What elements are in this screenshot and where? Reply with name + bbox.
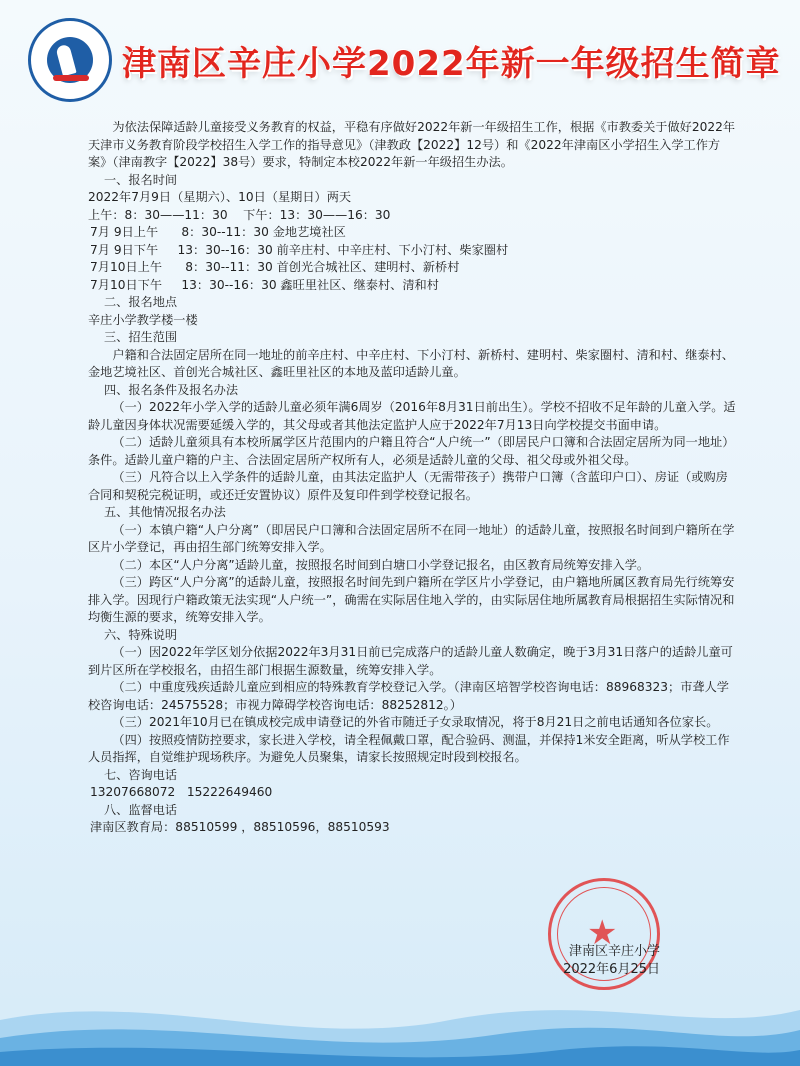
section-heading-5: 五、其他情况报名办法 bbox=[104, 505, 226, 519]
registration-place: 辛庄小学教学楼一楼 bbox=[88, 312, 198, 327]
special-paragraph: （三）2021年10月已在镇成校完成申请登记的外省市随迁子女录取情况，将于8月21日之前电话通知各位家长。 bbox=[112, 715, 719, 729]
signature-block bbox=[520, 943, 660, 979]
condition-paragraph: （一）2022年小学入学的适龄儿童必须年满6周岁（2016年8月31日前出生）。学校不招收不足年龄的儿童入学。适龄儿童因身体状况需要延缓入学的，其父母或者其他法定监护人应于2022年7月13日向学校提交书面申请。 bbox=[88, 400, 736, 432]
page-title: 津南区辛庄小学2022年新一年级招生简章 bbox=[122, 44, 781, 84]
condition-paragraph: （二）适龄儿童须具有本校所属学区片范围内的户籍且符合“人户统一”（即居民户口簿和合法固定居所为同一地址）条件。适龄儿童户籍的户主、合法固定居所产权所有人，必须是适龄儿童的父母、祖父母或外祖父母。 bbox=[88, 435, 735, 467]
signature-date: 2022年6月25日 bbox=[563, 962, 660, 977]
registration-hours: 上午：8：30——11：30 下午：13：30——16：30 bbox=[88, 207, 391, 222]
intro-paragraph: 为依法保障适龄儿童接受义务教育的权益，平稳有序做好2022年新一年级招生工作，根据《市教委关于做好2022年天津市义务教育阶段学校招生入学工作的指导意见》（津教政【2022】12号）和《2022年津南区小学招生入学工作方案》（津南教字【2022】38号）要求，特制定本校2022年新一年级招生办法。 bbox=[88, 120, 736, 169]
registration-dates: 2022年7月9日（星期六）、10日（星期日）两天 bbox=[88, 190, 352, 204]
header bbox=[0, 0, 800, 110]
schedule-row: 7月 9日上午 8：30--11：30 金地艺境社区 bbox=[90, 225, 346, 239]
special-paragraph: （四）按照疫情防控要求，家长进入学校，请全程佩戴口罩，配合验码、测温，并保持1米安全距离，听从学校工作人员指挥，自觉维护现场秩序。为避免人员聚集，请家长按照规定时段到校报名。 bbox=[88, 732, 730, 764]
condition-paragraph: （三）凡符合以上入学条件的适龄儿童，由其法定监护人（无需带孩子）携带户口簿（含蓝印户口）、房证（或购房合同和契税完税证明，或还迁安置协议）原件及复印件到学校登记报名。 bbox=[88, 470, 728, 502]
supervision-phones: 津南区教育局：88510599 ，88510596，88510593 bbox=[90, 820, 390, 834]
other-paragraph: （二）本区“人户分离”适龄儿童，按照报名时间到白塘口小学登记报名，由区教育局统筹安排入学。 bbox=[112, 557, 650, 572]
section-heading-3: 三、招生范围 bbox=[104, 330, 178, 344]
enrollment-scope: 户籍和合法固定居所在同一地址的前辛庄村、中辛庄村、下小汀村、新桥村、建明村、柴家圈村、清和村、继泰村、金地艺境社区、首创光合城社区、鑫旺里社区的本地及蓝印适龄儿童。 bbox=[88, 347, 734, 379]
special-paragraph: （一）因2022年学区划分依据2022年3月31日前已完成落户的适龄儿童人数确定，晚于3月31日落户的适龄儿童可到片区所在学校报名，由招生部门根据生源数量，统筹安排入学。 bbox=[88, 645, 733, 677]
section-heading-4: 四、报名条件及报名办法 bbox=[104, 382, 239, 397]
notice-body bbox=[88, 119, 738, 837]
other-paragraph: （一）本镇户籍“人户分离”（即居民户口簿和合法固定居所不在同一地址）的适龄儿童，按照报名时间到户籍所在学区片小学登记，再由招生部门统筹安排入学。 bbox=[88, 522, 735, 554]
school-logo bbox=[28, 18, 112, 102]
section-heading-1: 一、报名时间 bbox=[104, 172, 178, 187]
consult-phones: 13207668072 15222649460 bbox=[90, 785, 273, 799]
schedule-row: 7月10日上午 8：30--11：30 首创光合城社区、建明村、新桥村 bbox=[90, 260, 460, 274]
special-paragraph: （二）中重度残疾适龄儿童应到相应的特殊教育学校登记入学。（津南区培智学校咨询电话：88968323；市聋人学校咨询电话：24575528；市视力障碍学校咨询电话：88252812。） bbox=[88, 680, 729, 712]
logo-bar bbox=[53, 75, 89, 81]
decorative-waves bbox=[0, 980, 800, 1066]
section-heading-6: 六、特殊说明 bbox=[104, 627, 178, 642]
schedule-row: 7月 9日下午 13：30--16：30 前辛庄村、中辛庄村、下小汀村、柴家圈村 bbox=[90, 242, 509, 257]
seal-star-icon: ★ bbox=[587, 913, 618, 953]
section-heading-7: 七、咨询电话 bbox=[104, 767, 178, 782]
section-heading-8: 八、监督电话 bbox=[104, 802, 178, 817]
other-paragraph: （三）跨区“人户分离”的适龄儿童，按照报名时间先到户籍所在学区片小学登记，由户籍地所属区教育局先行统筹安排入学。因现行户籍政策无法实现“人户统一”，确需在实际居住地入学的，由实际居住地所属教育局根据招生实际情况和均衡生源的要求，统筹安排入学。 bbox=[88, 575, 735, 624]
schedule-row: 7月10日下午 13：30--16：30 鑫旺里社区、继泰村、清和村 bbox=[90, 277, 439, 292]
signature-org: 津南区辛庄小学 bbox=[568, 944, 660, 959]
section-heading-2: 二、报名地点 bbox=[104, 295, 178, 309]
